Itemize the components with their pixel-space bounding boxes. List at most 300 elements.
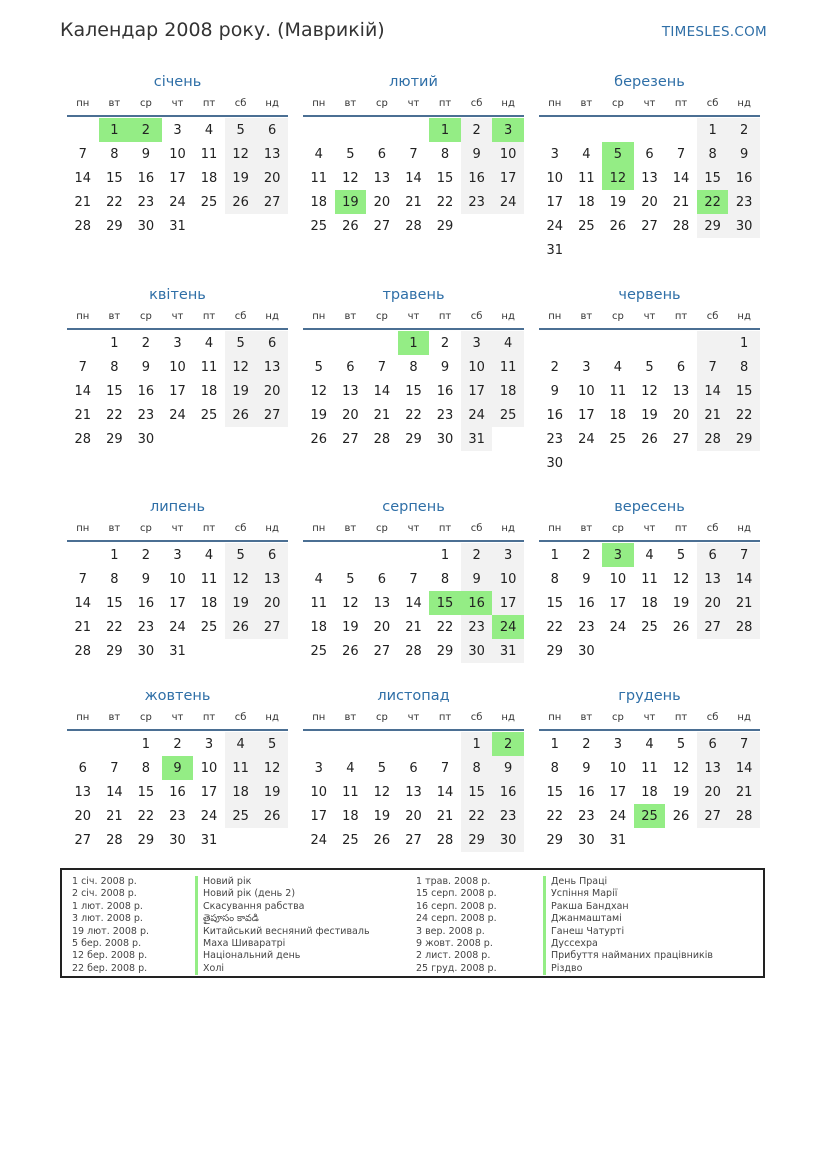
empty-cell — [67, 543, 99, 567]
day-grid — [67, 118, 288, 238]
weekday-label: чт — [407, 712, 420, 723]
holiday-day-cell: 1 — [398, 331, 430, 355]
weekday-label: нд — [265, 98, 279, 109]
day-cell: 27 — [405, 832, 422, 848]
weekday-label: пн — [312, 98, 326, 109]
legend-date: 2 лист. 2008 р. — [416, 950, 491, 962]
holiday-day-cell: 22 — [697, 190, 729, 214]
day-cell: 21 — [373, 407, 391, 423]
month-name: листопад — [377, 688, 450, 704]
day-cell: 13 — [697, 756, 729, 780]
weekday-label: вт — [580, 523, 593, 534]
day-cell: 3 — [492, 543, 524, 567]
month-block — [539, 686, 760, 852]
legend-holiday-name: Ганеш Чатурті — [543, 926, 713, 938]
day-cell: 3 — [613, 736, 623, 752]
day-cell: 16 — [728, 166, 760, 190]
day-cell: 7 — [728, 732, 760, 756]
day-cell: 4 — [492, 331, 524, 355]
day-cell: 5 — [314, 359, 323, 375]
empty-cell — [303, 118, 335, 142]
weekday-header — [67, 95, 288, 117]
empty-cell — [539, 118, 571, 142]
holiday-day-cell: 19 — [335, 190, 367, 214]
day-cell: 14 — [74, 383, 92, 399]
day-cell: 22 — [106, 194, 123, 210]
day-cell: 22 — [546, 808, 564, 824]
day-cell: 3 — [461, 331, 493, 355]
day-grid — [303, 118, 524, 238]
day-cell: 27 — [256, 403, 288, 427]
day-cell: 1 — [550, 547, 559, 563]
empty-cell — [303, 732, 335, 756]
day-cell: 11 — [641, 760, 658, 776]
legend-holiday-name: Різдво — [543, 963, 713, 975]
day-cell: 9 — [440, 359, 450, 375]
day-cell: 8 — [550, 760, 559, 776]
day-cell: 28 — [728, 804, 760, 828]
day-cell: 17 — [169, 595, 186, 611]
day-cell: 21 — [74, 619, 92, 635]
weekday-label: чт — [171, 712, 184, 723]
weekday-label: пт — [674, 712, 688, 723]
day-cell: 15 — [436, 170, 454, 186]
day-cell: 17 — [609, 595, 627, 611]
day-cell: 19 — [310, 407, 328, 423]
legend-date: 5 бер. 2008 р. — [72, 937, 142, 949]
day-cell: 6 — [697, 732, 729, 756]
day-cell: 18 — [578, 194, 595, 210]
day-cell: 1 — [461, 732, 493, 756]
day-cell: 3 — [550, 146, 559, 162]
month-name: серпень — [382, 499, 445, 515]
empty-cell — [634, 118, 666, 142]
legend-holiday-name: Новий рік (день 2) — [195, 888, 370, 900]
weekday-label: пн — [548, 311, 562, 322]
day-cell: 27 — [373, 643, 391, 659]
day-cell: 4 — [204, 122, 214, 138]
weekday-label: пн — [76, 98, 90, 109]
weekday-label: сб — [470, 712, 483, 723]
day-cell: 9 — [461, 567, 493, 591]
day-cell: 16 — [137, 595, 155, 611]
empty-cell — [335, 732, 367, 756]
empty-cell — [697, 331, 729, 355]
day-cell: 11 — [200, 359, 218, 375]
day-cell: 20 — [373, 194, 391, 210]
legend-holiday-name: Китайський весняний фестиваль — [195, 926, 370, 938]
day-cell: 10 — [546, 170, 564, 186]
day-cell: 20 — [342, 407, 359, 423]
legend-holiday-name: Маха Шиваратрі — [195, 938, 370, 950]
empty-cell — [398, 543, 430, 567]
weekday-label: пт — [674, 98, 688, 109]
weekday-label: нд — [737, 712, 751, 723]
day-cell: 11 — [200, 146, 218, 162]
weekday-label: сб — [470, 523, 483, 534]
month-name: січень — [153, 74, 202, 90]
legend-holiday-name: Джанмаштамі — [543, 913, 713, 925]
day-grid — [539, 732, 760, 852]
day-cell: 23 — [578, 808, 595, 824]
day-cell: 17 — [492, 591, 524, 615]
day-cell: 11 — [492, 355, 524, 379]
day-cell: 7 — [697, 355, 729, 379]
day-cell: 18 — [342, 808, 359, 824]
empty-cell — [539, 331, 571, 355]
day-cell: 10 — [609, 760, 627, 776]
day-cell: 16 — [546, 407, 564, 423]
day-cell: 19 — [609, 194, 627, 210]
legend-date: 1 січ. 2008 р. — [72, 876, 137, 887]
day-cell: 26 — [373, 832, 391, 848]
day-cell: 29 — [436, 643, 454, 659]
day-cell: 12 — [672, 760, 690, 776]
weekday-label: вт — [108, 98, 121, 109]
day-cell: 4 — [645, 736, 654, 752]
empty-cell — [634, 331, 666, 355]
weekday-label: ср — [375, 523, 388, 534]
day-cell: 7 — [78, 571, 87, 587]
day-cell: 15 — [106, 383, 123, 399]
day-grid — [303, 543, 524, 663]
day-cell: 17 — [169, 383, 186, 399]
day-cell: 21 — [728, 780, 760, 804]
day-cell: 2 — [461, 118, 493, 142]
day-grid — [67, 732, 288, 852]
day-cell: 5 — [225, 118, 257, 142]
holiday-legend — [60, 868, 765, 978]
day-cell: 19 — [225, 166, 257, 190]
day-cell: 2 — [550, 359, 559, 375]
weekday-label: сб — [706, 523, 719, 534]
day-cell: 23 — [461, 615, 493, 639]
day-cell: 18 — [200, 595, 218, 611]
day-cell: 22 — [106, 619, 123, 635]
day-cell: 28 — [373, 431, 391, 447]
day-cell: 15 — [697, 166, 729, 190]
day-cell: 6 — [78, 760, 87, 776]
day-cell: 1 — [110, 547, 119, 563]
day-cell: 6 — [377, 146, 387, 162]
day-cell: 25 — [310, 643, 328, 659]
day-cell: 18 — [641, 595, 658, 611]
day-cell: 26 — [310, 431, 328, 447]
day-cell: 29 — [436, 218, 454, 234]
day-cell: 12 — [641, 383, 658, 399]
month-name: травень — [382, 287, 445, 303]
day-cell: 5 — [346, 146, 355, 162]
day-cell: 5 — [676, 736, 686, 752]
day-cell: 23 — [436, 407, 454, 423]
day-cell: 24 — [461, 403, 493, 427]
day-cell: 8 — [110, 146, 119, 162]
day-cell: 14 — [106, 784, 123, 800]
empty-cell — [398, 732, 430, 756]
day-cell: 24 — [492, 190, 524, 214]
brand-link[interactable]: TIMESLES.COM — [661, 24, 767, 40]
weekday-header — [539, 308, 760, 330]
day-cell: 30 — [461, 639, 493, 663]
day-cell: 22 — [436, 619, 454, 635]
day-cell: 10 — [169, 146, 186, 162]
month-name: квітень — [149, 287, 206, 303]
empty-cell — [67, 118, 99, 142]
legend-left-names — [195, 876, 370, 975]
day-cell: 10 — [200, 760, 218, 776]
day-cell: 17 — [609, 784, 627, 800]
day-cell: 10 — [461, 355, 493, 379]
day-cell: 25 — [200, 407, 218, 423]
day-cell: 16 — [137, 170, 155, 186]
day-cell: 26 — [342, 643, 359, 659]
day-cell: 24 — [169, 407, 186, 423]
weekday-label: пн — [76, 311, 90, 322]
day-cell: 12 — [373, 784, 391, 800]
weekday-label: пт — [438, 98, 452, 109]
day-cell: 18 — [310, 194, 328, 210]
weekday-header — [303, 520, 524, 542]
day-cell: 13 — [373, 170, 391, 186]
day-cell: 11 — [310, 595, 328, 611]
day-cell: 19 — [225, 591, 257, 615]
day-cell: 1 — [550, 736, 559, 752]
holiday-day-cell: 12 — [602, 166, 634, 190]
day-cell: 23 — [169, 808, 186, 824]
empty-cell — [429, 732, 461, 756]
day-cell: 2 — [141, 547, 151, 563]
day-cell: 17 — [578, 407, 595, 423]
day-cell: 31 — [546, 242, 564, 258]
weekday-label: ср — [139, 523, 152, 534]
day-cell: 17 — [169, 170, 186, 186]
weekday-label: нд — [501, 523, 515, 534]
weekday-label: чт — [407, 98, 420, 109]
day-cell: 22 — [405, 407, 422, 423]
day-cell: 23 — [546, 431, 564, 447]
weekday-label: вт — [344, 311, 357, 322]
day-cell: 29 — [106, 643, 123, 659]
day-cell: 19 — [641, 407, 658, 423]
day-cell: 8 — [550, 571, 559, 587]
weekday-label: сб — [234, 712, 247, 723]
month-name: липень — [149, 499, 206, 515]
month-block — [539, 72, 760, 262]
day-cell: 30 — [137, 643, 155, 659]
empty-cell — [303, 331, 335, 355]
empty-cell — [602, 118, 634, 142]
day-cell: 8 — [409, 359, 418, 375]
day-cell: 22 — [728, 403, 760, 427]
legend-date: 24 серп. 2008 р. — [416, 913, 497, 925]
weekday-label: чт — [643, 98, 656, 109]
holiday-day-cell: 1 — [429, 118, 461, 142]
day-cell: 9 — [728, 142, 760, 166]
day-cell: 15 — [405, 383, 422, 399]
day-cell: 22 — [461, 804, 493, 828]
legend-holiday-name: Холі — [195, 963, 370, 975]
day-cell: 30 — [137, 431, 155, 447]
day-cell: 11 — [310, 170, 328, 186]
day-cell: 9 — [582, 571, 591, 587]
day-cell: 23 — [578, 619, 595, 635]
weekday-header — [303, 95, 524, 117]
weekday-label: сб — [470, 98, 483, 109]
day-cell: 22 — [546, 619, 564, 635]
month-name: жовтень — [144, 688, 211, 704]
weekday-label: пн — [548, 523, 562, 534]
holiday-day-cell: 3 — [602, 543, 634, 567]
weekday-label: нд — [265, 311, 279, 322]
weekday-label: пн — [76, 712, 90, 723]
day-cell: 27 — [672, 431, 690, 447]
empty-cell — [67, 732, 99, 756]
day-cell: 28 — [697, 427, 729, 451]
weekday-label: нд — [501, 712, 515, 723]
day-cell: 11 — [641, 571, 658, 587]
day-cell: 30 — [137, 218, 155, 234]
page-title: Календар 2008 року. (Маврикій) — [60, 19, 385, 41]
weekday-label: ср — [611, 311, 624, 322]
day-cell: 10 — [609, 571, 627, 587]
weekday-label: пт — [202, 311, 216, 322]
day-cell: 24 — [609, 808, 627, 824]
day-cell: 9 — [550, 383, 559, 399]
day-cell: 11 — [609, 383, 627, 399]
empty-cell — [335, 331, 367, 355]
weekday-header — [67, 308, 288, 330]
day-cell: 15 — [106, 170, 123, 186]
day-cell: 5 — [377, 760, 387, 776]
weekday-label: чт — [643, 712, 656, 723]
day-cell: 21 — [672, 194, 690, 210]
day-cell: 3 — [204, 736, 214, 752]
day-cell: 6 — [256, 118, 288, 142]
day-cell: 15 — [106, 595, 123, 611]
day-cell: 27 — [342, 431, 359, 447]
day-cell: 28 — [728, 615, 760, 639]
day-cell: 9 — [141, 359, 151, 375]
day-cell: 18 — [492, 379, 524, 403]
day-cell: 26 — [225, 615, 257, 639]
day-cell: 10 — [169, 571, 186, 587]
weekday-label: пт — [674, 523, 688, 534]
day-cell: 23 — [492, 804, 524, 828]
day-cell: 17 — [310, 808, 328, 824]
weekday-label: ср — [611, 98, 624, 109]
legend-left-dates — [72, 876, 149, 975]
day-cell: 9 — [492, 756, 524, 780]
day-cell: 17 — [461, 379, 493, 403]
day-cell: 20 — [641, 194, 658, 210]
day-cell: 20 — [256, 591, 288, 615]
day-cell: 30 — [436, 431, 454, 447]
day-cell: 13 — [256, 567, 288, 591]
month-block — [539, 497, 760, 663]
day-cell: 29 — [461, 828, 493, 852]
legend-holiday-name: Успіння Марії — [543, 888, 713, 900]
day-cell: 17 — [492, 166, 524, 190]
day-cell: 6 — [645, 146, 654, 162]
empty-cell — [366, 543, 398, 567]
day-cell: 21 — [728, 591, 760, 615]
weekday-label: нд — [501, 98, 515, 109]
weekday-label: сб — [234, 311, 247, 322]
holiday-day-cell: 24 — [492, 615, 524, 639]
day-cell: 23 — [728, 190, 760, 214]
day-cell: 28 — [106, 832, 123, 848]
day-cell: 21 — [405, 619, 422, 635]
day-cell: 31 — [461, 427, 493, 451]
weekday-label: нд — [737, 523, 751, 534]
day-cell: 24 — [200, 808, 218, 824]
legend-date: 1 лют. 2008 р. — [72, 900, 143, 912]
day-cell: 16 — [578, 784, 595, 800]
day-cell: 5 — [225, 331, 257, 355]
day-cell: 7 — [78, 359, 87, 375]
day-cell: 16 — [578, 595, 595, 611]
day-cell: 28 — [74, 218, 92, 234]
weekday-label: пн — [76, 523, 90, 534]
day-grid — [539, 331, 760, 475]
day-cell: 27 — [74, 832, 92, 848]
day-cell: 20 — [697, 591, 729, 615]
day-cell: 19 — [342, 619, 359, 635]
day-cell: 24 — [546, 218, 564, 234]
day-cell: 16 — [436, 383, 454, 399]
day-cell: 13 — [641, 170, 658, 186]
day-cell: 8 — [110, 359, 119, 375]
day-cell: 7 — [110, 760, 119, 776]
weekday-label: пн — [548, 98, 562, 109]
day-cell: 30 — [578, 832, 595, 848]
legend-date: 15 серп. 2008 р. — [416, 888, 497, 900]
day-cell: 15 — [137, 784, 155, 800]
weekday-label: ср — [375, 98, 388, 109]
weekday-label: вт — [344, 98, 357, 109]
day-cell: 30 — [169, 832, 186, 848]
day-cell: 14 — [672, 170, 690, 186]
day-cell: 2 — [461, 543, 493, 567]
day-cell: 21 — [106, 808, 123, 824]
day-cell: 2 — [173, 736, 182, 752]
day-cell: 31 — [609, 832, 627, 848]
day-cell: 4 — [346, 760, 355, 776]
day-cell: 24 — [578, 431, 595, 447]
day-grid — [539, 543, 760, 663]
day-cell: 7 — [440, 760, 450, 776]
day-cell: 1 — [440, 547, 450, 563]
legend-right-dates — [416, 876, 497, 975]
day-cell: 14 — [74, 595, 92, 611]
holiday-day-cell: 1 — [99, 118, 131, 142]
day-cell: 16 — [169, 784, 186, 800]
day-cell: 31 — [200, 832, 218, 848]
day-cell: 12 — [225, 355, 257, 379]
day-cell: 16 — [137, 383, 155, 399]
day-cell: 10 — [169, 359, 186, 375]
month-name: червень — [618, 287, 681, 303]
day-cell: 15 — [546, 784, 564, 800]
day-cell: 4 — [314, 571, 323, 587]
weekday-label: вт — [108, 311, 121, 322]
weekday-label: нд — [501, 311, 515, 322]
weekday-label: вт — [580, 712, 593, 723]
day-cell: 18 — [200, 383, 218, 399]
legend-right-names — [543, 876, 713, 975]
day-cell: 30 — [546, 455, 564, 471]
legend-date: 2 січ. 2008 р. — [72, 888, 137, 900]
